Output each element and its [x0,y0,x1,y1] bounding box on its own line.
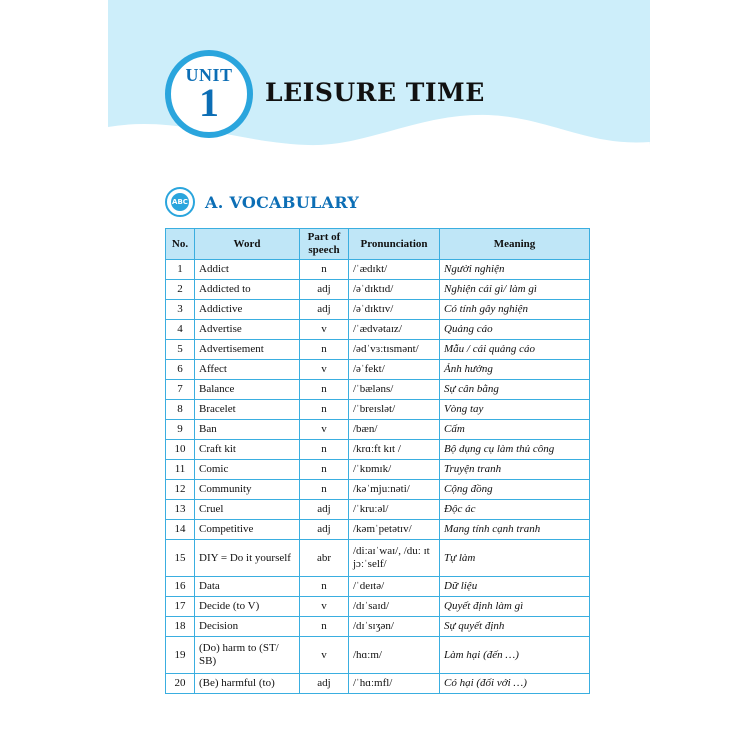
cell-pron: /ˈædvətaɪz/ [349,320,440,340]
cell-no: 10 [166,440,195,460]
cell-word: Balance [195,380,300,400]
cell-word: (Do) harm to (ST/ SB) [195,637,300,674]
cell-no: 9 [166,420,195,440]
cell-no: 17 [166,597,195,617]
table-row [166,420,590,440]
cell-meaning: Quyết định làm gì [440,597,590,617]
cell-pron: /əˈdɪktɪd/ [349,280,440,300]
cell-pron: /ˈbæləns/ [349,380,440,400]
cell-no: 14 [166,520,195,540]
cell-pron: /hɑːm/ [349,637,440,674]
cell-no: 12 [166,480,195,500]
cell-word: Decision [195,617,300,637]
cell-word: Addicted to [195,280,300,300]
cell-word: Data [195,577,300,597]
cell-no: 13 [166,500,195,520]
cell-word: Comic [195,460,300,480]
cell-word: Decide (to V) [195,597,300,617]
header-pronunciation: Pronunciation [349,229,440,260]
cell-pron: /ˈædɪkt/ [349,260,440,280]
abc-icon [165,187,195,217]
unit-number: 1 [199,80,219,125]
cell-pos: adj [300,500,349,520]
cell-pos: n [300,617,349,637]
cell-no: 5 [166,340,195,360]
cell-pos: adj [300,280,349,300]
cell-meaning: Tự làm [440,540,590,577]
cell-no: 4 [166,320,195,340]
cell-word: Affect [195,360,300,380]
cell-pos: n [300,440,349,460]
cell-no: 19 [166,637,195,674]
section-title: A. VOCABULARY [205,193,360,212]
cell-pos: n [300,480,349,500]
cell-pron: /ˈkɒmɪk/ [349,460,440,480]
cell-no: 20 [166,674,195,694]
table-row [166,540,590,577]
table-row [166,320,590,340]
cell-pos: n [300,340,349,360]
cell-pron: /ədˈvɜːtɪsmənt/ [349,340,440,360]
header-pos: Part of speech [300,229,349,260]
cell-no: 8 [166,400,195,420]
cell-no: 16 [166,577,195,597]
cell-word: Ban [195,420,300,440]
cell-meaning: Truyện tranh [440,460,590,480]
cell-pron: /diːaɪˈwaɪ/, /duː ɪt jɔːˈself/ [349,540,440,577]
vocabulary-table [165,228,590,694]
table-row [166,360,590,380]
cell-no: 11 [166,460,195,480]
cell-pron: /ˈkruːəl/ [349,500,440,520]
cell-pron: /krɑːft kɪt / [349,440,440,460]
cell-word: Cruel [195,500,300,520]
cell-no: 2 [166,280,195,300]
cell-pos: adj [300,300,349,320]
header-word: Word [195,229,300,260]
cell-meaning: Có tính gây nghiện [440,300,590,320]
cell-meaning: Sự quyết định [440,617,590,637]
cell-meaning: Ảnh hưởng [440,360,590,380]
cell-word: (Be) harmful (to) [195,674,300,694]
cell-word: Addictive [195,300,300,320]
cell-word: Advertise [195,320,300,340]
table-body [166,260,590,694]
cell-pron: /ˈhɑːmfl/ [349,674,440,694]
table-row [166,597,590,617]
cell-pron: /əˈdɪktɪv/ [349,300,440,320]
cell-word: DIY = Do it yourself [195,540,300,577]
cell-pos: abr [300,540,349,577]
table-row [166,480,590,500]
cell-no: 1 [166,260,195,280]
cell-pos: n [300,577,349,597]
cell-word: Bracelet [195,400,300,420]
cell-meaning: Có hại (đối với …) [440,674,590,694]
table-row [166,500,590,520]
cell-no: 3 [166,300,195,320]
cell-meaning: Cộng đồng [440,480,590,500]
table-row [166,520,590,540]
cell-word: Craft kit [195,440,300,460]
cell-pos: n [300,380,349,400]
cell-meaning: Độc ác [440,500,590,520]
cell-word: Advertisement [195,340,300,360]
cell-pos: adj [300,674,349,694]
cell-meaning: Mang tính cạnh tranh [440,520,590,540]
cell-no: 15 [166,540,195,577]
header-meaning: Meaning [440,229,590,260]
cell-meaning: Làm hại (đến …) [440,637,590,674]
table-row [166,674,590,694]
cell-pos: v [300,420,349,440]
table-row [166,440,590,460]
cell-pos: v [300,597,349,617]
table-row [166,577,590,597]
table-header-row [166,229,590,260]
cell-meaning: Vòng tay [440,400,590,420]
table-row [166,260,590,280]
cell-pos: v [300,360,349,380]
cell-pron: /dɪˈsɪʒən/ [349,617,440,637]
cell-pron: /kəˈmjuːnəti/ [349,480,440,500]
cell-pron: /ˈdeɪtə/ [349,577,440,597]
cell-meaning: Cấm [440,420,590,440]
cell-word: Competitive [195,520,300,540]
table-row [166,460,590,480]
cell-no: 6 [166,360,195,380]
cell-meaning: Sự cân bằng [440,380,590,400]
cell-word: Addict [195,260,300,280]
cell-meaning: Nghiện cái gì/ làm gì [440,280,590,300]
table-row [166,340,590,360]
unit-title: LEISURE TIME [265,78,485,107]
unit-badge [165,50,253,138]
cell-pron: /bæn/ [349,420,440,440]
cell-pos: v [300,320,349,340]
table-row [166,400,590,420]
cell-no: 7 [166,380,195,400]
cell-pos: adj [300,520,349,540]
unit-word: UNIT [185,65,233,85]
table-row [166,637,590,674]
header-no: No. [166,229,195,260]
cell-meaning: Dữ liệu [440,577,590,597]
cell-pos: n [300,400,349,420]
table-row [166,280,590,300]
cell-pos: n [300,460,349,480]
cell-pos: n [300,260,349,280]
cell-pos: v [300,637,349,674]
cell-pron: /kəmˈpetətɪv/ [349,520,440,540]
table-row [166,300,590,320]
table-row [166,617,590,637]
cell-meaning: Mẫu / cái quảng cáo [440,340,590,360]
cell-meaning: Người nghiện [440,260,590,280]
cell-meaning: Bộ dụng cụ làm thủ công [440,440,590,460]
cell-pron: /dɪˈsaɪd/ [349,597,440,617]
cell-pron: /ˈbreɪslət/ [349,400,440,420]
cell-meaning: Quảng cáo [440,320,590,340]
cell-no: 18 [166,617,195,637]
abc-icon-text: ABC [171,193,189,211]
cell-pron: /əˈfekt/ [349,360,440,380]
table-row [166,380,590,400]
cell-word: Community [195,480,300,500]
